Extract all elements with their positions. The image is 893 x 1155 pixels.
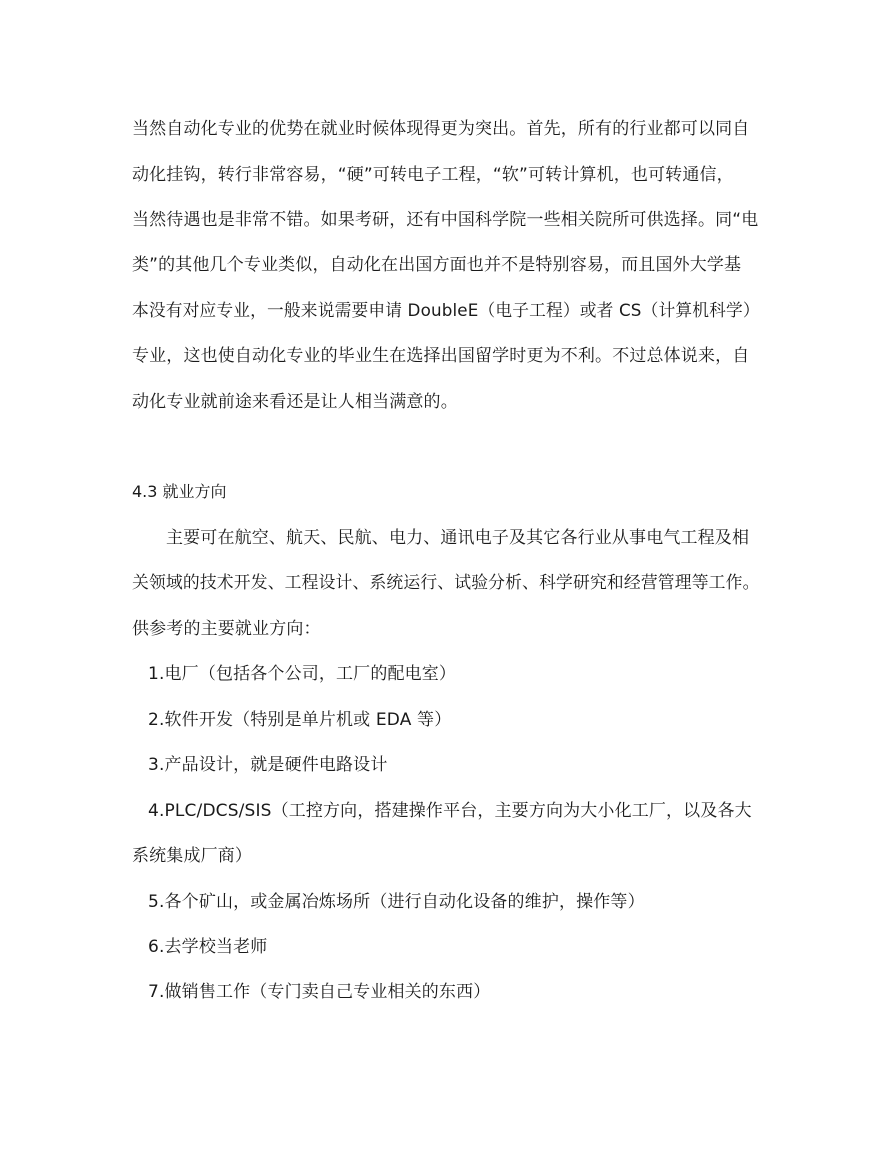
intro-line: 供参考的主要就业方向： [132,619,321,639]
list-item: 7.做销售工作（专门卖自己专业相关的东西） [148,982,491,1002]
paragraph-line: 动化专业就前途来看还是让人相当满意的。 [132,392,458,412]
list-item: 6.去学校当老师 [148,937,268,957]
intro-line: 关领域的技术开发、工程设计、系统运行、试验分析、科学研究和经营管理等工作。 [132,573,760,593]
list-item-continuation: 系统集成厂商） [132,846,253,866]
list-item: 3.产品设计，就是硬件电路设计 [148,755,388,775]
paragraph-line: 动化挂钩，转行非常容易，“硬”可转电子工程，“软”可转计算机，也可转通信， [132,165,734,185]
paragraph-line: 本没有对应专业，一般来说需要申请 DoubleE（电子工程）或者 CS（计算机科学） [132,301,760,321]
list-item: 5.各个矿山，或金属冶炼场所（进行自动化设备的维护，操作等） [148,892,645,912]
intro-line: 主要可在航空、航天、民航、电力、通讯电子及其它各行业从事电气工程及相 [166,528,750,548]
list-item: 2.软件开发（特别是单片机或 EDA 等） [148,710,452,730]
list-item: 4.PLC/DCS/SIS（工控方向，搭建操作平台，主要方向为大小化工厂，以及各大 [148,801,752,821]
list-item: 1.电厂（包括各个公司，工厂的配电室） [148,664,457,684]
paragraph-line: 当然自动化专业的优势在就业时候体现得更为突出。首先，所有的行业都可以同自 [132,119,750,139]
section-heading: 4.3 就业方向 [132,482,227,501]
paragraph-line: 类”的其他几个专业类似，自动化在出国方面也并不是特别容易，而且国外大学基 [132,255,742,275]
paragraph-line: 当然待遇也是非常不错。如果考研，还有中国科学院一些相关院所可供选择。同“电 [132,210,759,230]
paragraph-line: 专业，这也使自动化专业的毕业生在选择出国留学时更为不利。不过总体说来，自 [132,346,750,366]
